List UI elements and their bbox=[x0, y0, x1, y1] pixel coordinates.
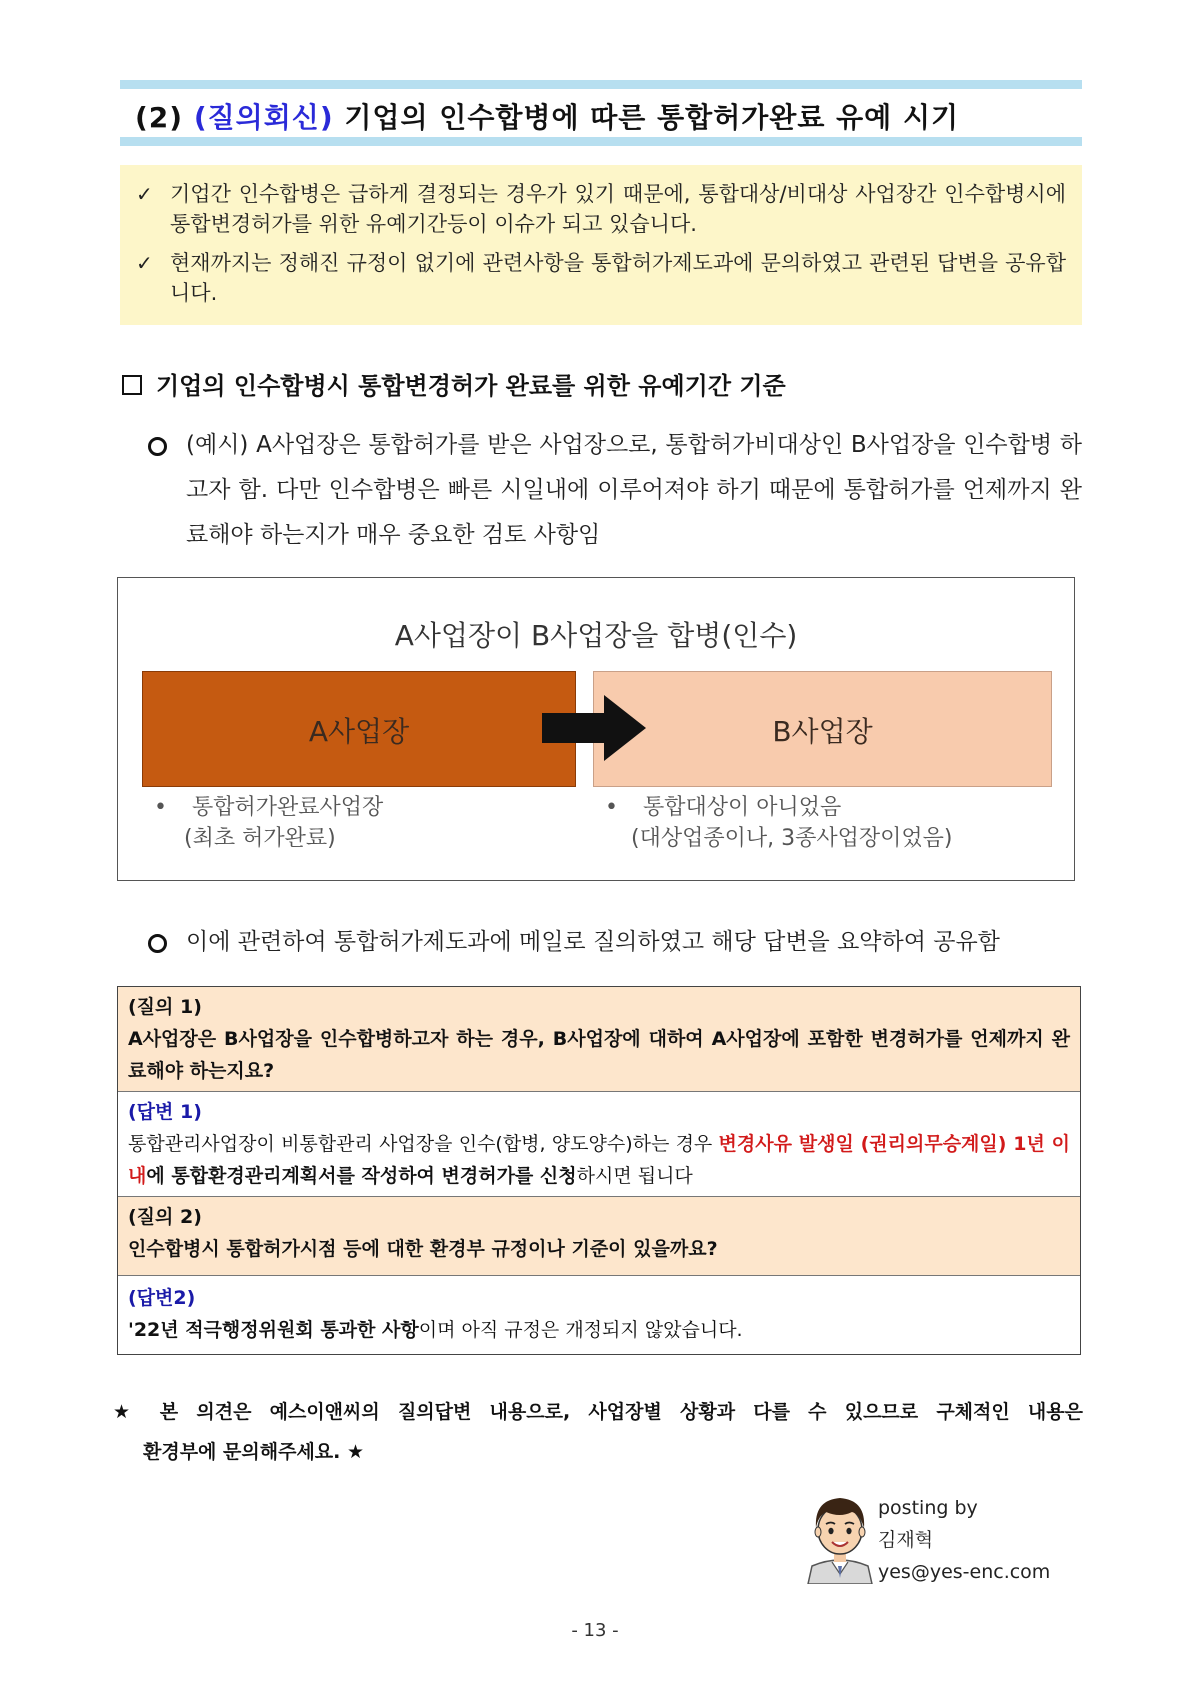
company-b-label: B사업장 bbox=[772, 715, 873, 748]
notice-box bbox=[120, 165, 1082, 325]
company-b-box bbox=[593, 671, 1052, 787]
example-text: (예시) A사업장은 통합허가를 받은 사업장으로, 통합허가비대상인 B사업장을 인수합병 하고자 함. 다만 인수합병은 빠른 시일내에 이루어져야 하기 때문에 통합허가를 언제까지 완료해야 하는지가 매우 중요한 검토 사항임 bbox=[186, 432, 1082, 548]
notice-text: 현재까지는 정해진 규정이 없기에 관련사항을 통합허가제도과에 문의하였고 관련된 답변을 공유합니다. bbox=[170, 251, 1066, 305]
title-top-rule bbox=[120, 80, 1082, 89]
question-1-text: A사업장은 B사업장을 인수합병하고자 하는 경우, B사업장에 대하여 A사업장에 포함한 변경허가를 언제까지 완료해야 하는지요? bbox=[128, 1028, 1070, 1082]
square-bullet-icon bbox=[122, 375, 142, 395]
answer-1-label: (답변 1) bbox=[128, 1101, 202, 1123]
disclaimer bbox=[113, 1392, 1083, 1472]
answer-1-bold: 에 통합환경관리계획서를 작성하여 변경허가를 신청 bbox=[146, 1165, 577, 1187]
answer-2-label: (답변2) bbox=[128, 1287, 196, 1309]
company-a-note-line2: (최초 허가완료) bbox=[184, 826, 336, 851]
author-info bbox=[878, 1492, 1050, 1588]
page-title bbox=[135, 96, 959, 136]
inquiry-text: 이에 관련하여 통합허가제도과에 메일로 질의하였고 해당 답변을 요약하여 공유함 bbox=[186, 929, 1000, 955]
answer-1-highlight: 변경사유 발생일 (권리의무승계일) 1년 이내 bbox=[128, 1133, 1070, 1187]
bullet-dot-icon: • bbox=[154, 795, 167, 820]
answer-1-part2: 하시면 됩니다 bbox=[576, 1165, 693, 1187]
title-text: 기업의 인수합병에 따른 통합허가완료 유예 시기 bbox=[344, 101, 960, 134]
checkmark-icon: ✓ bbox=[136, 251, 153, 275]
author-name: 김재혁 bbox=[878, 1529, 934, 1551]
example-paragraph bbox=[148, 423, 1082, 563]
company-a-note-line1: 통합허가완료사업장 bbox=[192, 795, 384, 820]
author-avatar bbox=[800, 1488, 880, 1584]
disclaimer-line2: 환경부에 문의해주세요. ★ bbox=[143, 1441, 365, 1463]
posting-by-label: posting by bbox=[878, 1497, 978, 1519]
circle-bullet-icon bbox=[148, 934, 167, 953]
arrow-right-icon bbox=[542, 695, 652, 761]
question-2-row bbox=[118, 1197, 1080, 1276]
merger-diagram bbox=[117, 577, 1075, 881]
question-2-label: (질의 2) bbox=[128, 1206, 202, 1228]
company-a-box bbox=[142, 671, 576, 787]
answer-2-row bbox=[118, 1276, 1080, 1354]
title-tag: (질의회신) bbox=[193, 101, 334, 134]
answer-1-part1: 통합관리사업장이 비통합관리 사업장을 인수(합병, 양도양수)하는 경우 bbox=[128, 1133, 719, 1155]
answer-1-text bbox=[128, 1128, 1070, 1192]
author-email: yes@yes-enc.com bbox=[878, 1561, 1051, 1583]
qa-table bbox=[117, 986, 1081, 1355]
answer-1-row bbox=[118, 1092, 1080, 1197]
disclaimer-line1: ★ 본 의견은 예스이앤씨의 질의답변 내용으로, 사업장별 상황과 다를 수 있으므로 구체적인 내용은 bbox=[113, 1401, 1083, 1423]
inquiry-paragraph bbox=[148, 920, 1082, 965]
company-b-note-line1: 통합대상이 아니었음 bbox=[643, 795, 842, 820]
answer-2-bold: '22년 적극행정위원회 통과한 사항 bbox=[128, 1319, 419, 1341]
company-a-label: A사업장 bbox=[308, 715, 410, 748]
question-1-row bbox=[118, 987, 1080, 1092]
section-heading bbox=[122, 366, 786, 401]
section-heading-text: 기업의 인수합병시 통합변경허가 완료를 위한 유예기간 기준 bbox=[156, 372, 786, 400]
title-bottom-rule bbox=[120, 137, 1082, 146]
circle-bullet-icon bbox=[148, 437, 167, 456]
company-b-note-line2: (대상업종이나, 3종사업장이었음) bbox=[631, 826, 953, 851]
notice-text: 기업간 인수합병은 급하게 결정되는 경우가 있기 때문에, 통합대상/비대상 사업장간 인수합병시에 통합변경허가를 위한 유예기간등이 이슈가 되고 있습니다. bbox=[170, 182, 1066, 236]
checkmark-icon: ✓ bbox=[136, 182, 153, 206]
bullet-dot-icon: • bbox=[605, 795, 618, 820]
diagram-title: A사업장이 B사업장을 합병(인수) bbox=[394, 619, 798, 652]
question-2-text: 인수합병시 통합허가시점 등에 대한 환경부 규정이나 기준이 있을까요? bbox=[128, 1238, 718, 1260]
question-1-label: (질의 1) bbox=[128, 996, 202, 1018]
title-number: (2) bbox=[135, 101, 184, 134]
answer-2-text bbox=[128, 1314, 1070, 1346]
answer-2-rest: 이며 아직 규정은 개정되지 않았습니다. bbox=[418, 1319, 743, 1341]
page-number: - 13 - bbox=[571, 1620, 619, 1641]
